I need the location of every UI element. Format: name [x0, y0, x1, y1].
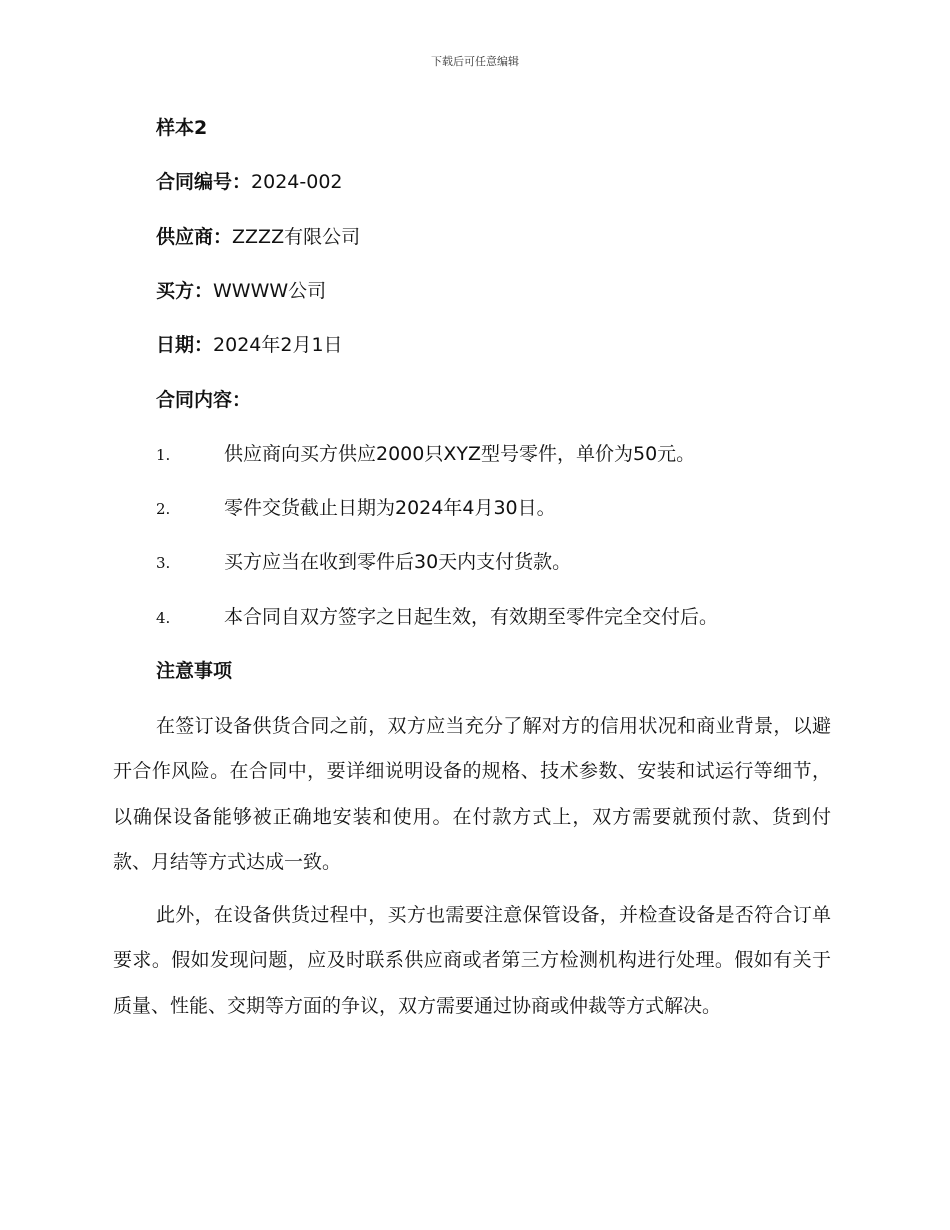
contract-number-value: 2024-002	[251, 171, 343, 193]
list-item-text: 供应商向买方供应2000只XYZ型号零件，单价为50元。	[224, 443, 696, 465]
list-item	[156, 603, 856, 632]
contract-number-field	[156, 168, 343, 196]
supplier-label: 供应商：	[156, 226, 233, 248]
page-header-note: 下载后可任意编辑	[431, 55, 519, 68]
contents-heading	[156, 386, 251, 414]
notes-heading-text: 注意事项	[156, 660, 233, 682]
date-label: 日期：	[156, 334, 214, 356]
list-item-text: 本合同自双方签字之日起生效，有效期至零件完全交付后。	[224, 606, 719, 628]
list-item	[156, 440, 856, 469]
buyer-value: WWWW公司	[213, 280, 327, 302]
list-item-number: 4.	[156, 609, 171, 627]
list-item	[156, 548, 856, 577]
contents-heading-text: 合同内容：	[156, 389, 252, 411]
sample-title	[156, 114, 207, 142]
list-item-text: 零件交货截止日期为2024年4月30日。	[224, 497, 556, 519]
buyer-label: 买方：	[156, 280, 214, 302]
notes-paragraph-2: 此外，在设备供货过程中，买方也需要注意保管设备，并检查设备是否符合订单要求。假如发现问题，应及时联系供应商或者第三方检测机构进行处理。假如有关于质量、性能、交期等方面的争议，双方需要通过协商或仲裁等方式解决。	[113, 904, 831, 1017]
list-item-text: 买方应当在收到零件后30天内支付货款。	[224, 551, 572, 573]
buyer-field	[156, 277, 326, 305]
notes-heading	[156, 657, 232, 685]
supplier-value: ZZZZ有限公司	[232, 226, 361, 248]
list-item-number: 1.	[156, 446, 171, 464]
sample-title-text: 样本2	[156, 117, 208, 139]
supplier-field	[156, 223, 360, 251]
list-item	[156, 494, 856, 523]
contract-number-label: 合同编号：	[156, 171, 252, 193]
date-value: 2024年2月1日	[213, 334, 343, 356]
list-item-number: 2.	[156, 500, 171, 518]
notes-paragraph-1: 在签订设备供货合同之前，双方应当充分了解对方的信用状况和商业背景，以避开合作风险。在合同中，要详细说明设备的规格、技术参数、安装和试运行等细节，以确保设备能够被正确地安装和使用。在付款方式上，双方需要就预付款、货到付款、月结等方式达成一致。	[113, 715, 831, 873]
list-item-number: 3.	[156, 554, 171, 572]
date-field	[156, 331, 343, 359]
